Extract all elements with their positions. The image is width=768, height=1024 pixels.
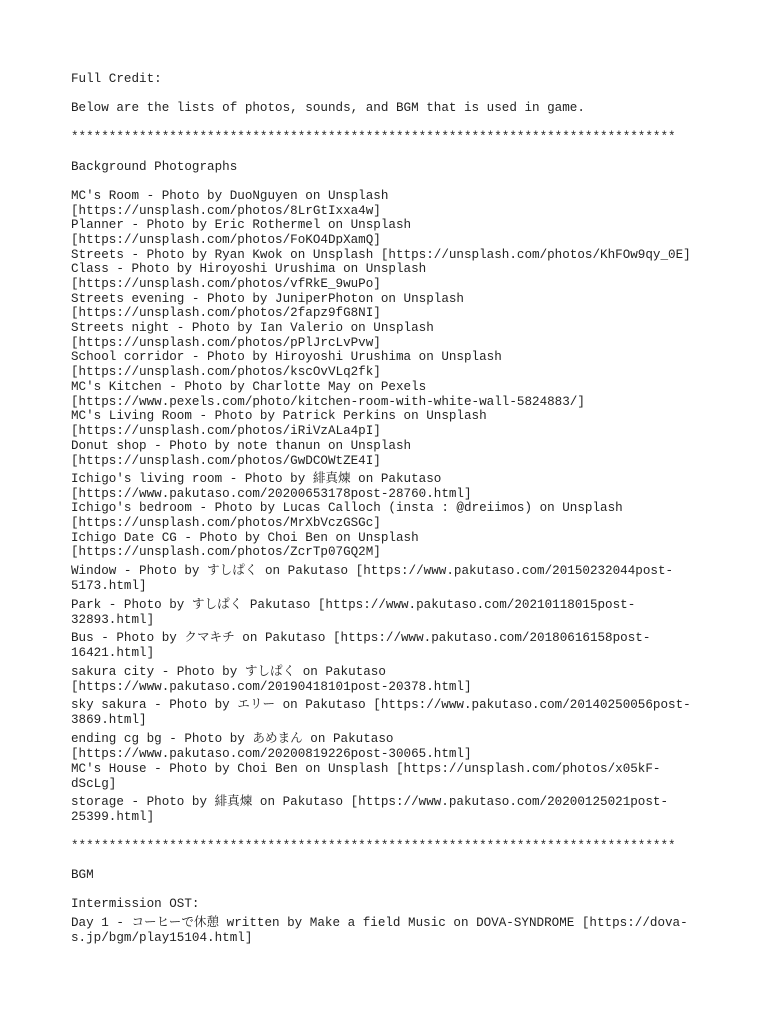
- credit-line: 3869.html]: [71, 713, 147, 727]
- separator-line: ********************************************************************************: [71, 130, 676, 144]
- credit-line: [https://unsplash.com/photos/kscOvVLq2fk]: [71, 365, 381, 379]
- separator-line: ********************************************************************************: [71, 839, 676, 853]
- credit-line: [https://unsplash.com/photos/pPlJrcLvPvw]: [71, 336, 381, 350]
- credit-line: dScLg]: [71, 777, 117, 791]
- credit-line: [https://www.pexels.com/photo/kitchen-room-with-white-wall-5824883/]: [71, 395, 585, 409]
- credit-line: [https://www.pakutaso.com/20200653178post-28760.html]: [71, 487, 472, 501]
- credit-line: [https://www.pakutaso.com/20190418101post-20378.html]: [71, 680, 472, 694]
- credit-line: 25399.html]: [71, 810, 155, 824]
- credit-line: 16421.html]: [71, 646, 155, 660]
- credit-line: Park - Photo by すしぱく Pakutaso [https://www.pakutaso.com/20210118015post-: [71, 598, 636, 612]
- credit-line: [https://unsplash.com/photos/GwDCOWtZE4I]: [71, 454, 381, 468]
- credit-line: Ichigo's living room - Photo by 緋真煉 on Pakutaso: [71, 472, 442, 486]
- credit-line: 32893.html]: [71, 613, 155, 627]
- credit-line: sky sakura - Photo by エリー on Pakutaso [https://www.pakutaso.com/20140250056post-: [71, 698, 691, 712]
- credit-line: MC's Kitchen - Photo by Charlotte May on Pexels: [71, 380, 427, 394]
- photos-heading: Background Photographs: [71, 160, 238, 174]
- credit-line: Class - Photo by Hiroyoshi Urushima on Unsplash: [71, 262, 427, 276]
- credit-line: [https://unsplash.com/photos/iRiVzALa4pI]: [71, 424, 381, 438]
- credit-line: Donut shop - Photo by note thanun on Unsplash: [71, 439, 412, 453]
- credit-line: Streets evening - Photo by JuniperPhoton on Unsplash: [71, 292, 464, 306]
- credit-line: Bus - Photo by クマキチ on Pakutaso [https://www.pakutaso.com/20180616158post-: [71, 631, 651, 645]
- credit-line: storage - Photo by 緋真煉 on Pakutaso [https://www.pakutaso.com/20200125021post-: [71, 795, 669, 809]
- credit-line: MC's House - Photo by Choi Ben on Unsplash [https://unsplash.com/photos/x05kF-: [71, 762, 661, 776]
- credit-line: Ichigo Date CG - Photo by Choi Ben on Unsplash: [71, 531, 419, 545]
- credit-line: [https://unsplash.com/photos/MrXbVczGSGc]: [71, 516, 381, 530]
- credit-line: [https://unsplash.com/photos/8LrGtIxxa4w]: [71, 204, 381, 218]
- credit-line: 5173.html]: [71, 579, 147, 593]
- credit-line: [https://unsplash.com/photos/2fapz9fG8NI]: [71, 306, 381, 320]
- credit-line: [https://unsplash.com/photos/vfRkE_9wuPo]: [71, 277, 381, 291]
- credit-line: MC's Living Room - Photo by Patrick Perkins on Unsplash: [71, 409, 487, 423]
- credit-line: School corridor - Photo by Hiroyoshi Urushima on Unsplash: [71, 350, 502, 364]
- credit-line: sakura city - Photo by すしぱく on Pakutaso: [71, 665, 386, 679]
- credit-line: s.jp/bgm/play15104.html]: [71, 931, 253, 945]
- credit-line: Streets night - Photo by Ian Valerio on Unsplash: [71, 321, 434, 335]
- credit-line: [https://www.pakutaso.com/20200819226post-30065.html]: [71, 747, 472, 761]
- credit-line: Planner - Photo by Eric Rothermel on Unsplash: [71, 218, 412, 232]
- credit-line: Window - Photo by すしぱく on Pakutaso [https://www.pakutaso.com/20150232044post-: [71, 564, 674, 578]
- intro-text: Below are the lists of photos, sounds, and BGM that is used in game.: [71, 101, 585, 115]
- credit-line: MC's Room - Photo by DuoNguyen on Unsplash: [71, 189, 389, 203]
- credit-line: [https://unsplash.com/photos/ZcrTp07GQ2M]: [71, 545, 381, 559]
- credit-line: Day 1 - コーヒーで休憩 written by Make a field Music on DOVA-SYNDROME [https://dova-: [71, 916, 688, 930]
- credit-line: [https://unsplash.com/photos/FoKO4DpXamQ]: [71, 233, 381, 247]
- intermission-heading: Intermission OST:: [71, 897, 200, 911]
- credit-line: Ichigo's bedroom - Photo by Lucas Calloch (insta : @dreiimos) on Unsplash: [71, 501, 623, 515]
- credit-line: Streets - Photo by Ryan Kwok on Unsplash [https://unsplash.com/photos/KhFOw9qy_0E]: [71, 248, 691, 262]
- credits-heading: Full Credit:: [71, 72, 162, 86]
- credit-line: ending cg bg - Photo by あめまん on Pakutaso: [71, 732, 394, 746]
- bgm-heading: BGM: [71, 868, 94, 882]
